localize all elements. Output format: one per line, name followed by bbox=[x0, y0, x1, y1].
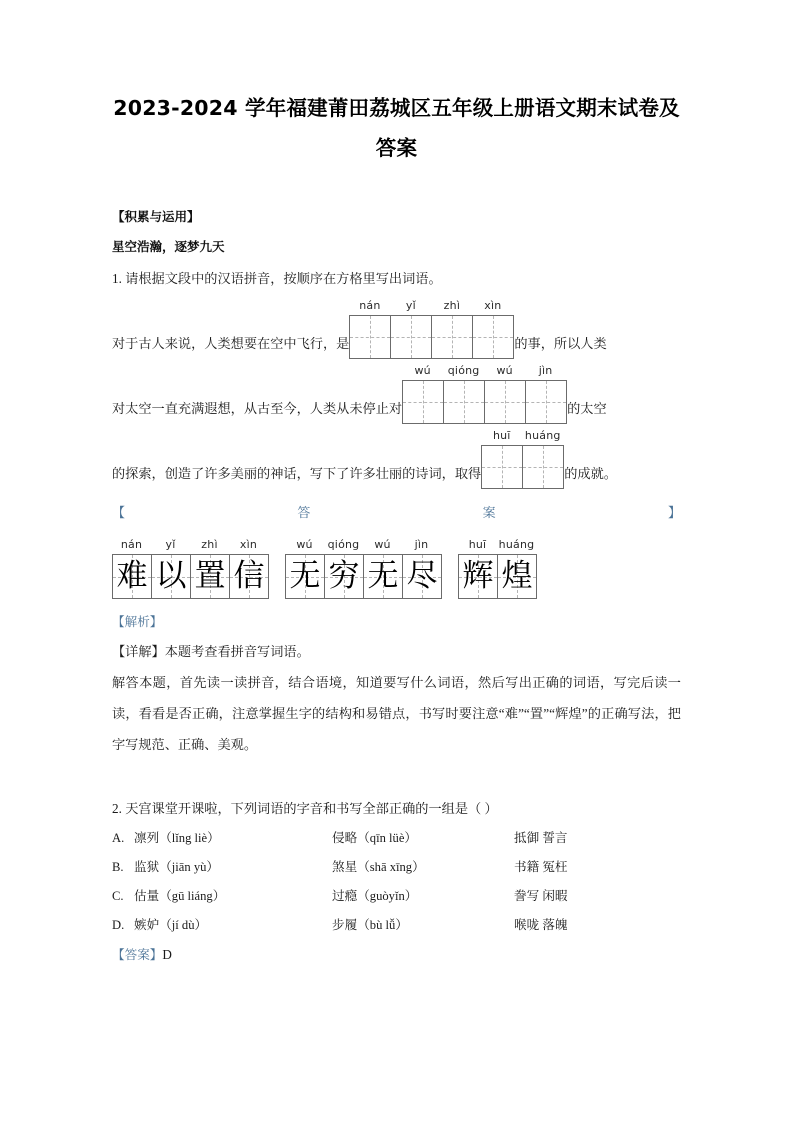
option-row-a[interactable] bbox=[112, 824, 681, 853]
pinyin-cell: yǐ bbox=[405, 299, 416, 312]
pinyin-cell: wú bbox=[414, 364, 431, 377]
detail-label: 【详解】 bbox=[112, 644, 165, 659]
grid-cell-filled bbox=[364, 555, 403, 599]
answer-char: 信 bbox=[233, 558, 265, 594]
answer-char: 尽 bbox=[406, 558, 438, 594]
grid-cell-filled bbox=[191, 555, 230, 599]
grid-cell[interactable] bbox=[485, 381, 526, 424]
answer-char: 无 bbox=[289, 558, 321, 594]
pinyin-cell: yǐ bbox=[165, 538, 176, 551]
pinyin-cell: huáng bbox=[524, 429, 561, 442]
pinyin-grid-1-cells bbox=[349, 315, 514, 359]
question-1-line-2 bbox=[112, 361, 681, 424]
pinyin-cell: huáng bbox=[498, 538, 535, 551]
option-word-2: 侵略（qīn lüè） bbox=[332, 831, 418, 845]
pinyin-grid-3-labels bbox=[481, 426, 564, 445]
answer-bracket-open: 【 bbox=[112, 506, 126, 521]
option-word-3: 誊写 闲暇 bbox=[514, 889, 568, 903]
pinyin-grid-3[interactable] bbox=[481, 426, 564, 489]
pinyin-cell: xìn bbox=[239, 538, 258, 551]
pinyin-cell: qióng bbox=[327, 538, 360, 551]
grid-cell-filled bbox=[325, 555, 364, 599]
question-1-line-3 bbox=[112, 426, 681, 489]
detail-line bbox=[112, 637, 681, 667]
answer-grid-row bbox=[112, 535, 681, 599]
section-label: 【积累与运用】 bbox=[112, 209, 200, 224]
option-row-d[interactable] bbox=[112, 911, 681, 940]
section-spacer bbox=[112, 760, 681, 794]
answer-grid-1-pinyin bbox=[112, 535, 269, 554]
question-1-line-1 bbox=[112, 296, 681, 359]
grid-cell[interactable] bbox=[403, 381, 444, 424]
grid-cell-filled bbox=[286, 555, 325, 599]
option-key: C. bbox=[112, 889, 124, 903]
analysis-label: 【解析】 bbox=[112, 614, 163, 629]
answer-word-1: 答 bbox=[297, 506, 311, 521]
pinyin-cell: nán bbox=[359, 299, 381, 312]
answer-char: 置 bbox=[194, 558, 226, 594]
option-word-2: 煞星（shā xīng） bbox=[332, 860, 425, 874]
answer-word-2: 案 bbox=[482, 506, 496, 521]
grid-cell-filled bbox=[403, 555, 442, 599]
subsection-label: 星空浩瀚，逐梦九天 bbox=[112, 239, 225, 254]
answer-header bbox=[112, 499, 681, 529]
answer-char: 辉 bbox=[462, 558, 494, 594]
analysis-label-line bbox=[112, 607, 681, 637]
grid-cell-filled bbox=[498, 555, 537, 599]
answer-grid-3 bbox=[458, 535, 537, 599]
grid-cell[interactable] bbox=[432, 316, 473, 359]
explanation-paragraph: 解答本题，首先读一读拼音，结合语境，知道要写什么词语，然后写出正确的词语，写完后读一读，看看是否正确，注意掌握生字的结构和易错点，书写时要注意“难”“置”“辉煌”的正确写法，把字写规范、正确、美观。 bbox=[112, 675, 681, 752]
option-key: A. bbox=[112, 831, 125, 845]
option-word-1: 嫉妒（jí dù） bbox=[134, 918, 208, 932]
grid-cell[interactable] bbox=[482, 446, 523, 489]
pinyin-cell: huī bbox=[468, 538, 487, 551]
option-word-1: 凛列（lǐng liè） bbox=[134, 831, 220, 845]
answer-grid-2 bbox=[285, 535, 442, 599]
answer-char: 无 bbox=[367, 558, 399, 594]
option-key: B. bbox=[112, 860, 124, 874]
answer-label: 【答案】 bbox=[112, 947, 163, 962]
answer-char: 难 bbox=[116, 558, 148, 594]
question-1-stem: 1. 请根据文段中的汉语拼音，按顺序在方格里写出词语。 bbox=[112, 271, 442, 286]
option-word-1: 估量（gū liáng） bbox=[134, 889, 226, 903]
answer-grid-1 bbox=[112, 535, 269, 599]
answer-char: 穷 bbox=[328, 558, 360, 594]
pinyin-cell: qióng bbox=[447, 364, 480, 377]
answer-char: 煌 bbox=[501, 558, 533, 594]
grid-cell-filled bbox=[152, 555, 191, 599]
pinyin-cell: wú bbox=[296, 538, 313, 551]
option-key: D. bbox=[112, 918, 125, 932]
pinyin-cell: jìn bbox=[538, 364, 553, 377]
line-3-text-after: 的成就。 bbox=[564, 466, 617, 481]
pinyin-grid-2-labels bbox=[402, 361, 567, 380]
pinyin-grid-1[interactable] bbox=[349, 296, 514, 359]
answer-grid-1-cells bbox=[112, 554, 269, 599]
pinyin-cell: wú bbox=[496, 364, 513, 377]
pinyin-cell: zhì bbox=[443, 299, 461, 312]
pinyin-cell: huī bbox=[492, 429, 511, 442]
answer-value: D bbox=[162, 947, 172, 962]
answer-grid-3-pinyin bbox=[458, 535, 537, 554]
pinyin-cell: jìn bbox=[414, 538, 429, 551]
option-row-b[interactable] bbox=[112, 853, 681, 882]
pinyin-cell: zhì bbox=[201, 538, 218, 551]
question-2-answer-line bbox=[112, 940, 681, 970]
pinyin-cell: xìn bbox=[484, 299, 502, 312]
pinyin-cell: wú bbox=[374, 538, 391, 551]
pinyin-grid-2[interactable] bbox=[402, 361, 567, 424]
option-word-3: 喉咙 落魄 bbox=[514, 918, 568, 932]
grid-cell-filled bbox=[230, 555, 269, 599]
line-2-text-after: 的太空 bbox=[567, 401, 607, 416]
detail-text: 本题考查看拼音写词语。 bbox=[164, 644, 310, 659]
option-word-3: 书籍 冤枉 bbox=[514, 860, 568, 874]
grid-cell[interactable] bbox=[526, 381, 567, 424]
option-word-2: 步履（bù lǚ） bbox=[332, 918, 408, 932]
line-2-text-before: 对太空一直充满遐想，从古至今，人类从未停止对 bbox=[112, 401, 403, 416]
grid-cell[interactable] bbox=[350, 316, 391, 359]
pinyin-cell: nán bbox=[120, 538, 143, 551]
grid-cell[interactable] bbox=[444, 381, 485, 424]
grid-cell-filled bbox=[459, 555, 498, 599]
grid-cell[interactable] bbox=[391, 316, 432, 359]
grid-cell[interactable] bbox=[523, 446, 564, 489]
pinyin-grid-1-labels bbox=[349, 296, 514, 315]
answer-grid-2-cells bbox=[285, 554, 442, 599]
line-1-text-after: 的事，所以人类 bbox=[514, 336, 607, 351]
line-1-text-before: 对于古人来说，人类想要在空中飞行，是 bbox=[112, 336, 350, 351]
option-row-c[interactable] bbox=[112, 882, 681, 911]
option-word-2: 过瘾（guòyǐn） bbox=[332, 889, 418, 903]
answer-bracket-close: 】 bbox=[667, 506, 681, 521]
answer-grid-2-pinyin bbox=[285, 535, 442, 554]
answer-char: 以 bbox=[155, 558, 187, 594]
pinyin-grid-3-cells bbox=[481, 445, 564, 489]
answer-grid-3-cells bbox=[458, 554, 537, 599]
grid-cell-filled bbox=[113, 555, 152, 599]
page-title: 2023-2024 学年福建莆田荔城区五年级上册语文期末试卷及答案 bbox=[113, 96, 680, 160]
question-2-stem: 2. 天宫课堂开课啦，下列词语的字音和书写全部正确的一组是（ ） bbox=[112, 801, 498, 816]
line-3-text-before: 的探索，创造了许多美丽的神话，写下了许多壮丽的诗词，取得 bbox=[112, 466, 482, 481]
option-word-3: 抵御 誓言 bbox=[514, 831, 568, 845]
grid-cell[interactable] bbox=[473, 316, 514, 359]
option-word-1: 监狱（jiān yù） bbox=[134, 860, 220, 874]
pinyin-grid-2-cells bbox=[402, 380, 567, 424]
